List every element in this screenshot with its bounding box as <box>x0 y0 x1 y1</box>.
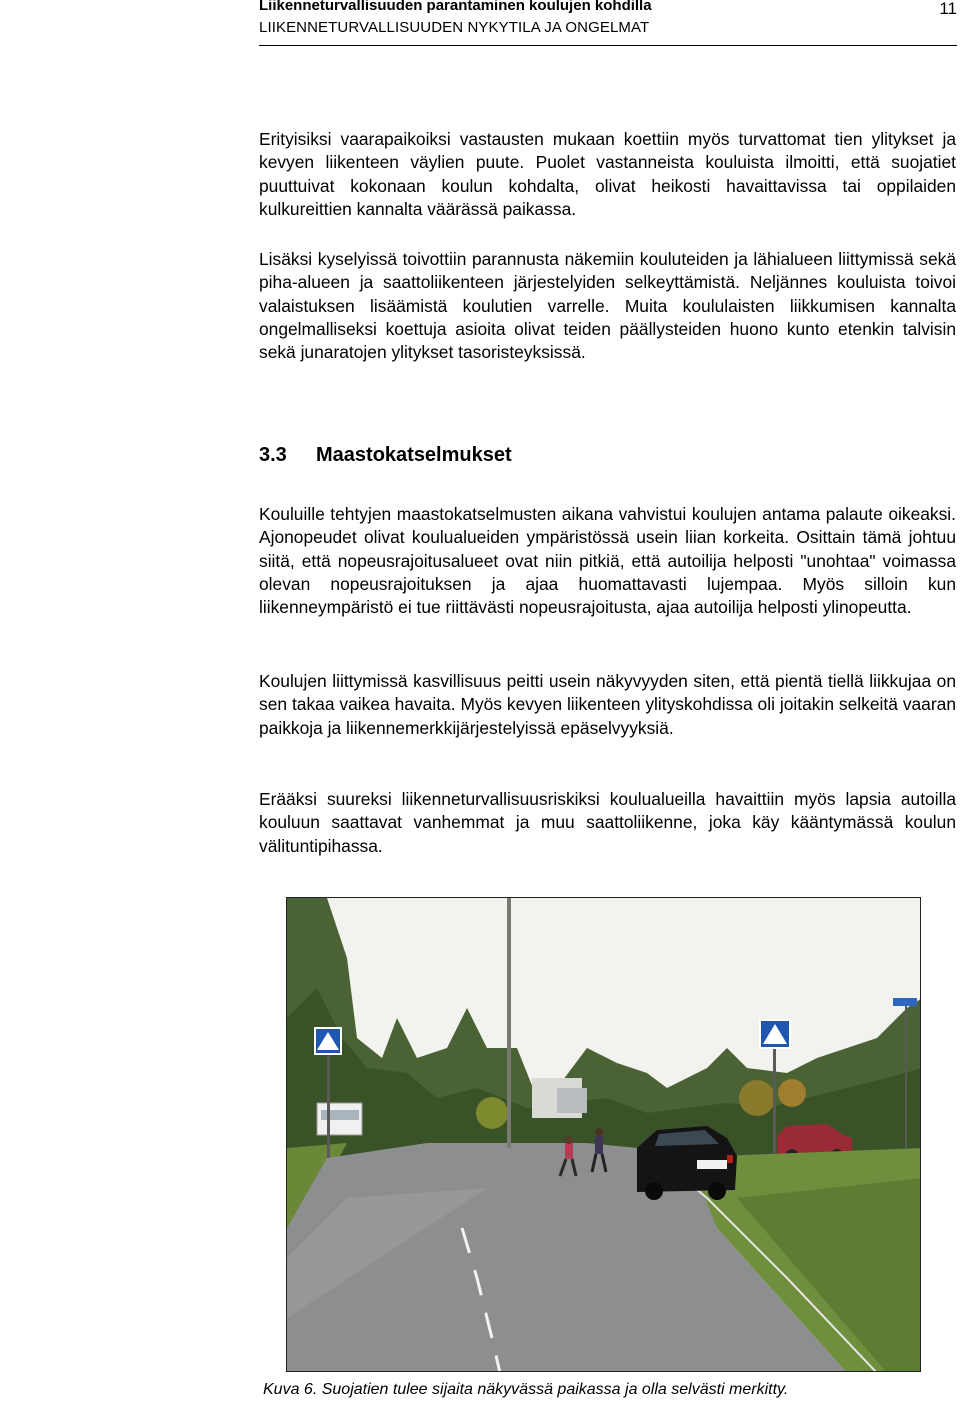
figure-caption-text: Suojatien tulee sijaita näkyvässä paikassa ja olla selvästi merkitty. <box>321 1381 789 1398</box>
section-heading <box>259 444 512 467</box>
road-crossing-photo <box>286 897 921 1372</box>
paragraph-improvement-wishes: Lisäksi kyselyissä toivottiin parannusta näkemiin kouluteiden ja lähialueen liittymissä sekä piha-alueen ja saattoliikenteen järjestelyiden selkeyttämistä. Neljännes kouluista toivoi valaistuksen lisäämistä koulutien varrelle. Muita koululaisten liikkumisen kannalta ongelmalliseksi koettuja asioita olivat teiden päällysteiden huono kunto etenkin talvisin sekä junaratojen ylitykset tasoristeyksissä. <box>259 249 956 363</box>
figure-caption <box>263 1381 788 1399</box>
figure-label: Kuva 6. <box>263 1381 318 1398</box>
section-number: 3.3 <box>259 444 287 466</box>
page-number: 11 <box>939 0 957 18</box>
paragraph-dangerous-places: Erityisiksi vaarapaikoiksi vastausten mukaan koettiin myös turvattomat tien ylitykset ja kevyen liikenteen väylien puute. Puolet vastanneista kouluista ilmoitti, että suojatiet puuttuivat kokonaan koulun kohdalta, olivat heikosti havaittavissa tai oppilaiden kulkureittien kannalta väärässä paikassa. <box>259 129 956 219</box>
section-title: Maastokatselmukset <box>316 444 512 466</box>
header-divider <box>259 45 957 46</box>
paragraph-speeds: Kouluille tehtyjen maastokatselmusten aikana vahvistui koulujen antama palaute oikeaksi. Ajonopeudet olivat koulualueiden ympäristössä usein liian korkeita. Osittain tämä johtuu siitä, että nopeusrajoitusalueet ovat niin pitkiä, että autoilija helposti "unohtaa" voimassa olevan nopeusrajoituksen ja ajaa huomattavasti lujempaa. Myös silloin kun liikenneympäristö ei tue riittävästi nopeusrajoitusta, ajaa autoilija helposti ylinopeutta. <box>259 504 956 618</box>
paragraph-vegetation: Koulujen liittymissä kasvillisuus peitti usein näkyvyyden siten, että pientä tiellä liikkujaa on sen takaa vaikea havaita. Myös kevyen liikenteen ylityskohdissa oli joitakin selkeitä vaaran paikkoja ja liikennemerkkijärjestelyissä epäselvyyksiä. <box>259 671 956 738</box>
chapter-title: LIIKENNETURVALLISUUDEN NYKYTILA JA ONGELMAT <box>259 19 650 36</box>
running-title: Liikenneturvallisuuden parantaminen koulujen kohdilla <box>259 0 652 14</box>
paragraph-drop-off-traffic: Erääksi suureksi liikenneturvallisuusriskiksi koulualueilla havaittiin myös lapsia autoilla kouluun saattavat vanhemmat ja muu saattoliikenne, joka käy kääntymässä koulun välituntipihassa. <box>259 789 956 856</box>
